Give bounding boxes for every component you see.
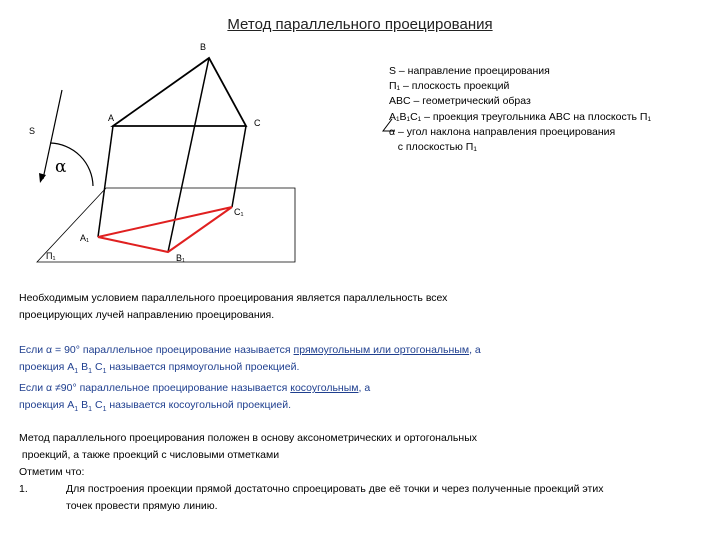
text-span: проекция A	[19, 399, 75, 412]
text-line: проекций, а также проекций с числовыми отметками	[19, 449, 280, 461]
text-line: Для построения проекции прямой достаточно спроецировать две её точки и через полученные проекций этих	[66, 483, 604, 495]
list-item	[19, 481, 603, 515]
label-a1: A₁	[80, 233, 90, 243]
diagram-legend	[389, 64, 651, 155]
ray-b	[168, 58, 209, 252]
legend-item: ABC – геометрический образ	[389, 95, 531, 108]
label-alpha: α	[55, 157, 67, 177]
text-span: B	[81, 361, 89, 373]
subscript: 1	[74, 406, 79, 414]
arrow-head-icon	[39, 173, 46, 183]
legend-item: П₁ – плоскость проекций	[389, 80, 510, 93]
label-pi1: П₁	[46, 251, 56, 261]
text-span: C	[94, 399, 103, 412]
label-c1: C₁	[234, 207, 244, 217]
triangle-a1b1c1	[98, 207, 232, 252]
label-b: B	[200, 42, 207, 52]
page-title: Метод параллельного проецирования	[227, 16, 493, 33]
text-span: Если α = 90° параллельное проецирование называется	[19, 344, 294, 356]
legend-item: с плоскостью П₁	[389, 141, 477, 154]
text-line: Отметим что:	[19, 466, 85, 478]
text-span: называется косоугольной проекцией.	[106, 399, 292, 412]
text-span: B	[81, 399, 89, 412]
label-c: C	[254, 118, 261, 128]
text-span: называется прямоугольной проекцией.	[106, 361, 300, 373]
ray-a	[98, 126, 113, 237]
paragraph-basis	[19, 430, 477, 481]
text-line	[19, 397, 481, 418]
triangle-abc	[113, 58, 246, 126]
text-line: Необходимым условием параллельного проецирования является параллельность всех	[19, 292, 448, 304]
label-a: A	[108, 113, 115, 123]
subscript: 1	[102, 368, 107, 376]
legend-item: α – угол наклона направления проецирования	[389, 125, 616, 138]
text-span: C	[94, 361, 103, 373]
list-item-text	[19, 481, 603, 515]
legend-item: A₁B₁C₁ – проекция треугольника ABC на плоскость П₁	[389, 110, 652, 123]
text-span: , а	[469, 344, 481, 356]
text-line: проецирующих лучей направлению проецирования.	[19, 309, 275, 321]
subscript: 1	[88, 406, 93, 414]
paragraph-definitions	[19, 342, 481, 418]
link-oblique[interactable]: косоугольным	[290, 382, 359, 395]
label-s: S	[29, 126, 36, 136]
text-line: Метод параллельного проецирования положен в основу аксонометрических и ортогональных	[19, 432, 477, 444]
subscript: 1	[88, 368, 93, 376]
text-line: точек провести прямую линию.	[66, 500, 218, 512]
paragraph-condition	[19, 290, 447, 324]
legend-item: S – направление проецирования	[389, 65, 550, 77]
list-item-number: 1.	[19, 483, 28, 495]
text-line	[19, 342, 481, 359]
text-line	[19, 380, 481, 397]
text-line	[19, 359, 481, 380]
text-span: , а	[358, 382, 371, 395]
subscript: 1	[102, 406, 107, 414]
subscript: 1	[74, 368, 79, 376]
text-span: проекция A	[19, 361, 75, 373]
link-orthogonal[interactable]: прямоугольным или ортогональным	[293, 344, 470, 356]
ray-c	[232, 126, 246, 207]
label-b1: B₁	[176, 253, 186, 263]
text-span: Если α ≠90° параллельное проецирование называется	[19, 382, 291, 395]
